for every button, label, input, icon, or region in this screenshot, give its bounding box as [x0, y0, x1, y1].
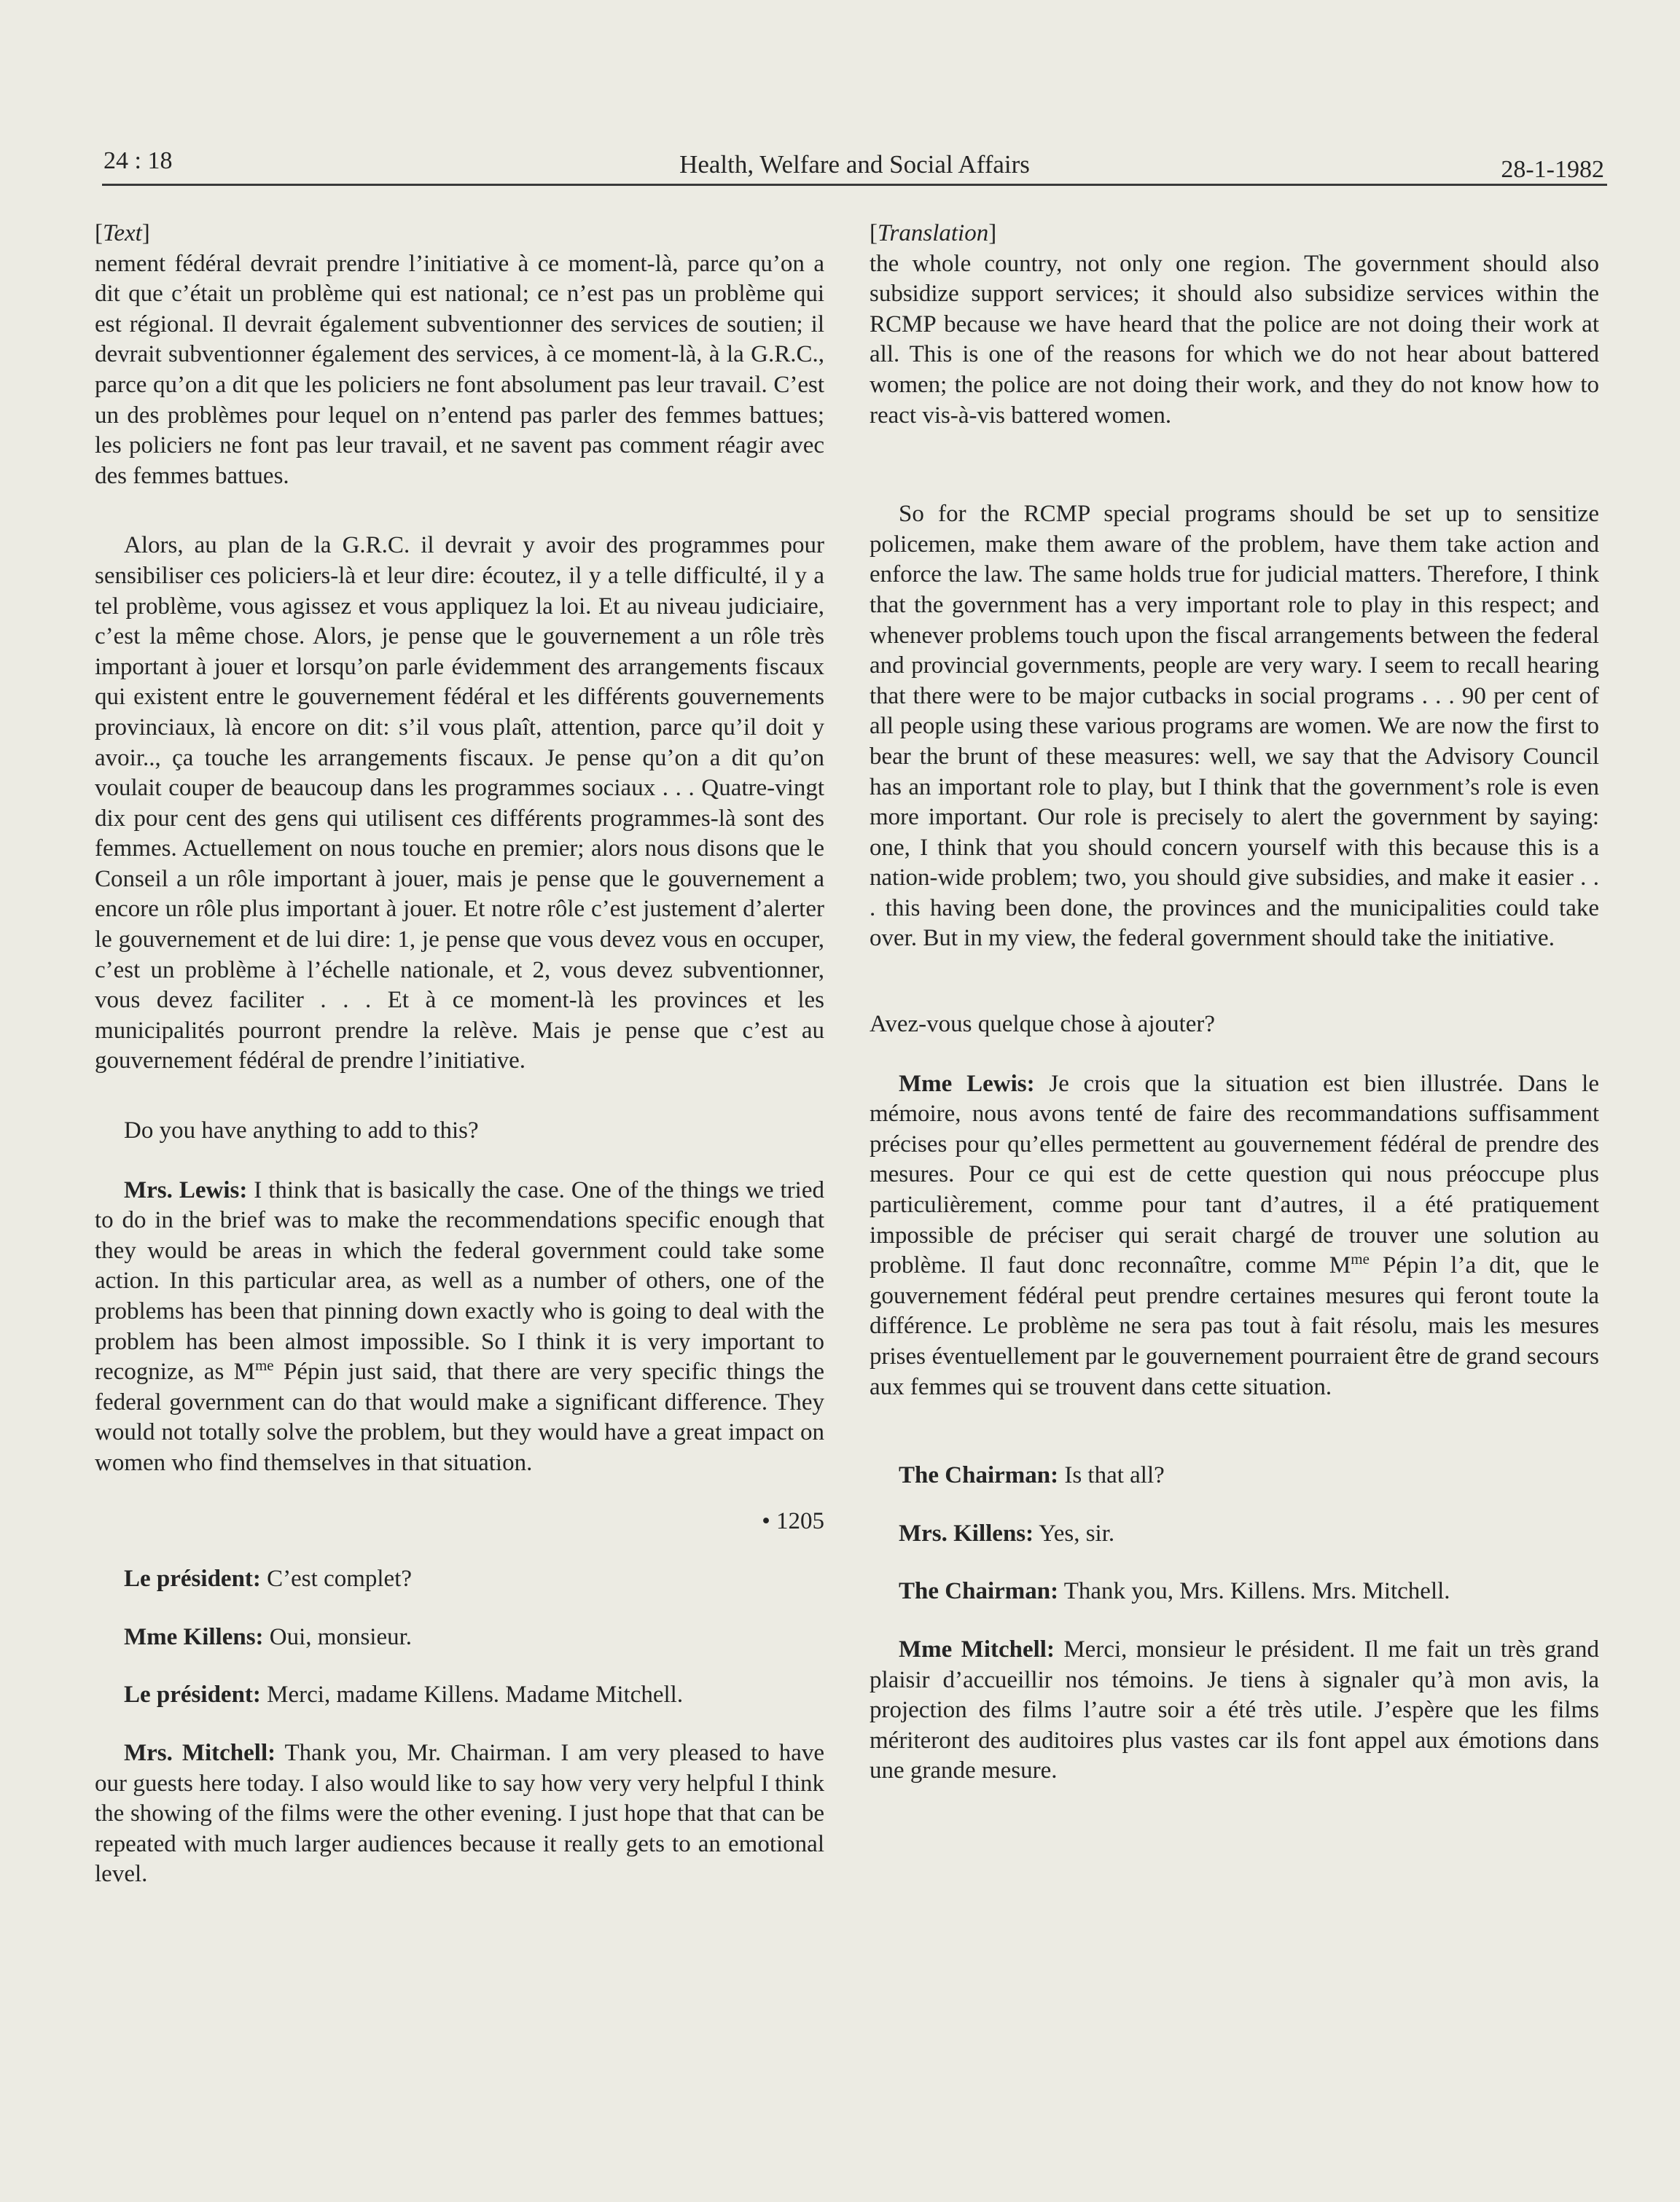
paragraph: nement fédéral devrait prendre l’initiative à ce moment-là, parce qu’on a dit que c’était un problème qui est national; ce n’est pas un problème qui est régional. Il devrait également subventionner des services de soutien; il devrait subventionner également des services, à ce moment-là, à la G.R.C., parce qu’on a dit que les policiers ne font absolument pas leur travail. C’est un des problèmes pour lequel on n’entend pas parler des femmes battues; les policiers ne font pas leur travail, et ne savent pas comment réagir avec des femmes battues. [95, 250, 824, 489]
speaker-name: Mrs. Lewis: [124, 1176, 248, 1203]
speaker-name: Mme Mitchell: [899, 1636, 1055, 1663]
running-title: Health, Welfare and Social Affairs [679, 150, 1030, 179]
paragraph: Do you have anything to add to this? [124, 1117, 479, 1144]
paragraph: the whole country, not only one region. The government should also subsidize support services; it should also subsidize services within the RCMP because we have heard that the police are not doing their work at all. This is one of the reasons for which we do not hear about battered women; the police are not doing their work, and they do not know how to react vis-à-vis battered women. [870, 250, 1599, 429]
paragraph: Mme Killens: Oui, monsieur. [124, 1623, 413, 1650]
speaker-name: Mrs. Mitchell: [124, 1739, 276, 1766]
paragraph: So for the RCMP special programs should be set up to sensitize policemen, make them aware of the problem, have them take action and enforce the law. The same holds true for judicial matters. Therefore, I think that the government has a very important role to play in this respect; and whenever problems touch upon the fiscal arrangements between the federal and provincial governments, people are very wary. I seem to recall hearing that there were to be major cutbacks in social programs . . . 90 per cent of all people using these various programs are women. We are now the first to bear the brunt of these measures: well, we say that the Advisory Council has an important role to play, but I think that the government’s role is even more important. Our role is precisely to alert the government by saying: one, I think that you should concern yourself with this because this is a nation-wide problem; two, you should give subsidies, and make it easier . . . this having been done, the provinces and the municipalities could take over. But in my view, the federal government should take the initiative. [870, 501, 1599, 952]
paragraph: Mrs. Lewis: I think that is basically the case. One of the things we tried to do in the brief was to make the recommendations specific enough that they would be areas in which the federal government could take some action. In this particular area, as well as a number of others, one of the problems has been that pinning down exactly who is going to deal with the problem has been almost impossible. So I think it is very important to recognize, as $M^{me}$ Pépin just said, that there are very specific things the federal government can do that would make a significant difference. They would not totally solve the problem, but they would have a great impact on women who find themselves in that situation. [95, 1176, 825, 1476]
speaker-name: Le président: [124, 1682, 261, 1709]
paragraph: The Chairman: Thank you, Mrs. Killens. Mrs. Mitchell. [899, 1578, 1450, 1605]
paragraph: Mme Lewis: Je crois que la situation est bien illustrée. Dans le mémoire, nous avons tenté de faire des recommandations suffisamment précises pour qu’elles permettent au gouvernement fédéral de prendre des mesures. Pour ce qui est de cette question qui nous préoccupe plus particulièrement, comme pour tant d’autres, il a été pratiquement impossible de préciser qui serait chargé de trouver une solution au problème. Il faut donc reconnaître, comme $M^{me}$ Pépin l’a dit, que le gouvernement fédéral peut prendre certaines mesures qui feront toute la différence. Le problème ne sera pas tout à fait résolu, mais les mesures prises éventuellement par le gouvernement pourraient être de grand secours aux femmes qui se trouvent dans cette situation. [870, 1070, 1599, 1400]
column-caption: [Translation] [870, 220, 997, 246]
speaker-name: Mme Killens: [124, 1623, 264, 1650]
paragraph: Le président: Merci, madame Killens. Madame Mitchell. [124, 1682, 684, 1709]
column-caption: [Text] [95, 220, 150, 246]
paragraph: Le président: C’est complet? [124, 1566, 413, 1593]
speaker-name: The Chairman: [899, 1578, 1059, 1605]
paragraph: Mrs. Killens: Yes, sir. [899, 1520, 1115, 1547]
header-date: 28-1-1982 [1501, 156, 1604, 183]
paragraph: The Chairman: Is that all? [899, 1462, 1165, 1489]
speaker-name: Mme Lewis: [899, 1070, 1035, 1097]
paragraph: Avez-vous quelque chose à ajouter? [870, 1011, 1216, 1038]
running-header [102, 146, 1607, 186]
speaker-name: The Chairman: [899, 1462, 1059, 1489]
left-column [95, 219, 824, 1890]
paragraph: Mrs. Mitchell: Thank you, Mr. Chairman. I am very pleased to have our guests here today. I also would like to say how very very helpful I think the showing of the films were the other evening. I just hope that that can be repeated with much larger audiences because it really gets to an emotional level. [95, 1739, 824, 1888]
page-number: 24 : 18 [103, 147, 173, 174]
time-marker: • 1205 [762, 1507, 824, 1534]
speaker-name: Le président: [124, 1566, 261, 1593]
right-column [870, 219, 1599, 1787]
speaker-name: Mrs. Killens: [899, 1520, 1034, 1547]
paragraph: Mme Mitchell: Merci, monsieur le président. Il me fait un très grand plaisir d’accueillir nos témoins. Je tiens à signaler qu’à mon avis, la projection des films l’autre soir a été très utile. J’espère que les films mériteront des auditoires plus vastes car ils font appel aux émotions dans une grande mesure. [870, 1636, 1599, 1784]
paragraph: Alors, au plan de la G.R.C. il devrait y avoir des programmes pour sensibiliser ces policiers-là et leur dire: écoutez, il y a telle difficulté, il y a tel problème, vous agissez et vous appliquez la loi. Et au niveau judiciaire, c’est la même chose. Alors, je pense que le gouvernement a un rôle très important à jouer et lorsqu’on parle évidemment des arrangements fiscaux qui existent entre le gouvernement fédéral et les différents gouvernements provinciaux, là encore on dit: s’il vous plaît, attention, parce qu’il doit y avoir.., ça touche les arrangements fiscaux. Je pense qu’on a dit qu’on voulait couper de beaucoup dans les programmes sociaux . . . Quatre-vingt dix pour cent des gens qui utilisent ces différents programmes-là sont des femmes. Actuellement on nous touche en premier; alors nous disons que le Conseil a un rôle important à jouer, mais je pense que le gouvernement a encore un rôle plus important à jouer. Et notre rôle c’est justement d’alerter le gouvernement et de lui dire: 1, je pense que vous devez vous en occuper, c’est un problème à l’échelle nationale, et 2, vous devez subventionner, vous devez faciliter . . . Et à ce moment-là les provinces et les municipalités pourront prendre la relève. Mais je pense que c’est au gouvernement fédéral de prendre l’initiative. [95, 532, 824, 1074]
